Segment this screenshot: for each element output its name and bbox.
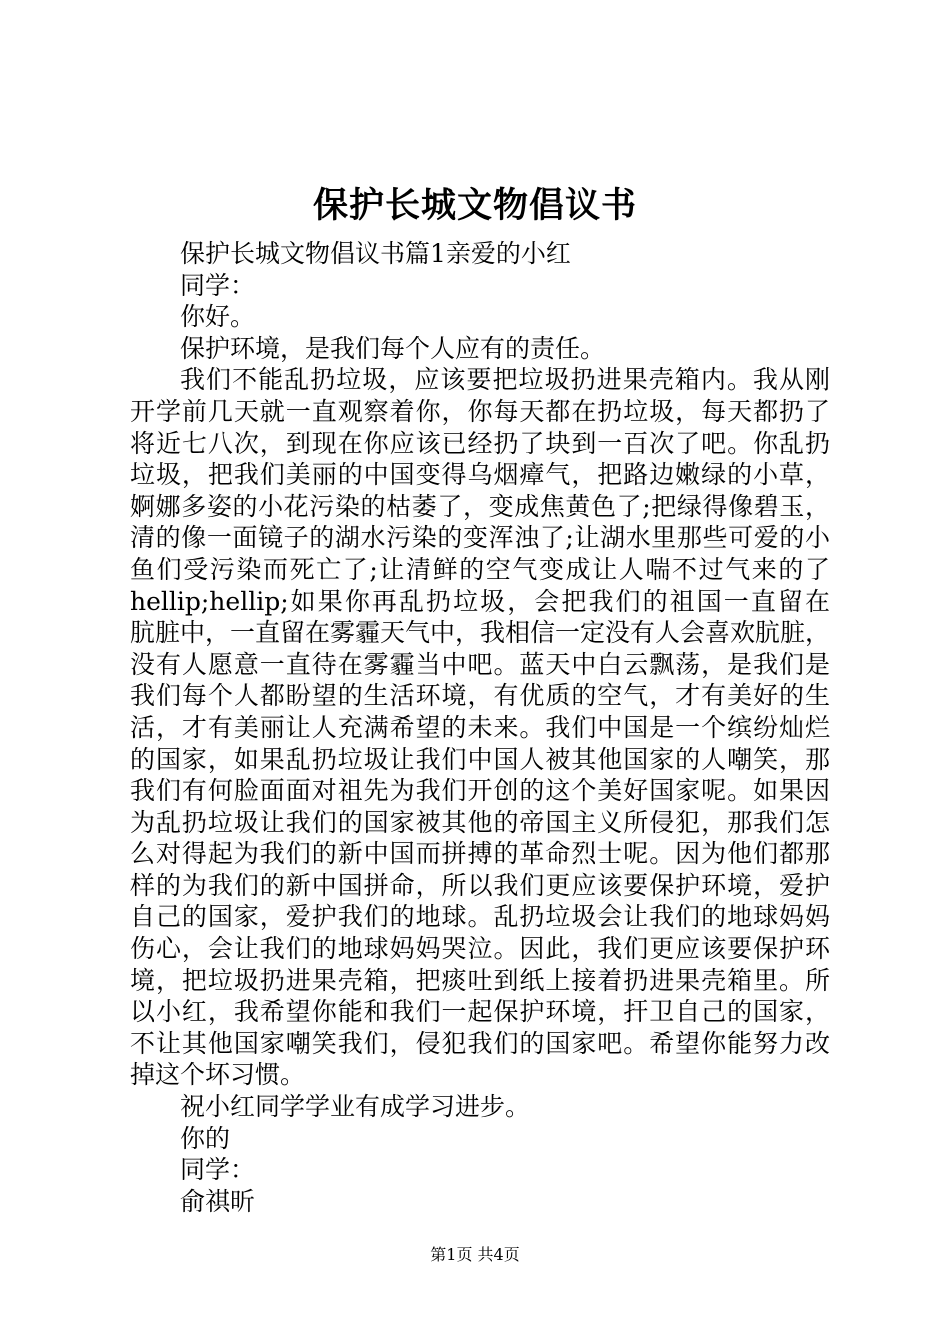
text-line: 婀娜多姿的小花污染的枯萎了，变成焦黄色了;把绿得像碧玉， — [130, 491, 830, 521]
text-line: 么对得起为我们的新中国而拼搏的革命烈士呢。因为他们都那 — [130, 839, 830, 869]
text-line: 没有人愿意一直待在雾霾当中吧。蓝天中白云飘荡，是我们是 — [130, 649, 830, 679]
text-line: 掉这个坏习惯。 — [130, 1060, 306, 1090]
text-line: 保护环境，是我们每个人应有的责任。 — [180, 333, 606, 363]
document-body — [130, 238, 830, 1217]
text-line: 伤心，会让我们的地球妈妈哭泣。因此，我们更应该要保护环 — [130, 934, 830, 964]
text-line: 同学： — [180, 1155, 256, 1185]
text-line: 同学： — [180, 270, 256, 300]
text-line: 境，把垃圾扔进果壳箱，把痰吐到纸上接着扔进果壳箱里。所 — [130, 965, 830, 995]
document-title: 保护长城文物倡议书 — [312, 186, 637, 226]
page-number-footer: 第1页 共4页 — [430, 1245, 520, 1264]
text-line: 清的像一面镜子的湖水污染的变浑浊了;让湖水里那些可爱的小 — [130, 523, 830, 553]
text-line: 不让其他国家嘲笑我们，侵犯我们的国家吧。希望你能努力改 — [130, 1028, 830, 1058]
text-line: 开学前几天就一直观察着你，你每天都在扔垃圾，每天都扔了 — [130, 396, 830, 426]
text-line: 俞祺昕 — [180, 1186, 256, 1216]
text-line: 我们有何脸面面对祖先为我们开创的这个美好国家呢。如果因 — [130, 776, 830, 806]
text-line: 鱼们受污染而死亡了;让清鲜的空气变成让人喘不过气来的了 — [130, 554, 830, 584]
text-line: 我们不能乱扔垃圾，应该要把垃圾扔进果壳箱内。我从刚 — [180, 365, 830, 395]
text-line: 你好。 — [180, 302, 256, 332]
text-line: 我们每个人都盼望的生活环境，有优质的空气，才有美好的生 — [130, 681, 830, 711]
text-line: 肮脏中，一直留在雾霾天气中，我相信一定没有人会喜欢肮脏， — [130, 618, 831, 648]
text-line: 祝小红同学学业有成学习进步。 — [180, 1092, 531, 1122]
text-line: 活，才有美丽让人充满希望的未来。我们中国是一个缤纷灿烂 — [130, 712, 830, 742]
text-line: hellip;hellip;如果你再乱扔垃圾，会把我们的祖国一直留在 — [130, 586, 830, 616]
text-line: 样的为我们的新中国拼命，所以我们更应该要保护环境，爱护 — [130, 870, 830, 900]
text-line: 自己的国家，爱护我们的地球。乱扔垃圾会让我们的地球妈妈 — [130, 902, 830, 932]
text-line: 为乱扔垃圾让我们的国家被其他的帝国主义所侵犯，那我们怎 — [130, 807, 830, 837]
text-line: 将近七八次，到现在你应该已经扔了块到一百次了吧。你乱扔 — [130, 428, 830, 458]
text-line: 保护长城文物倡议书篇1亲爱的小红 — [180, 239, 571, 268]
text-line: 垃圾，把我们美丽的中国变得乌烟瘴气，把路边嫩绿的小草， — [130, 460, 830, 490]
text-line: 你的 — [180, 1123, 231, 1153]
text-line: 的国家，如果乱扔垃圾让我们中国人被其他国家的人嘲笑，那 — [130, 744, 830, 774]
text-line: 以小红，我希望你能和我们一起保护环境，扞卫自己的国家， — [130, 997, 830, 1027]
